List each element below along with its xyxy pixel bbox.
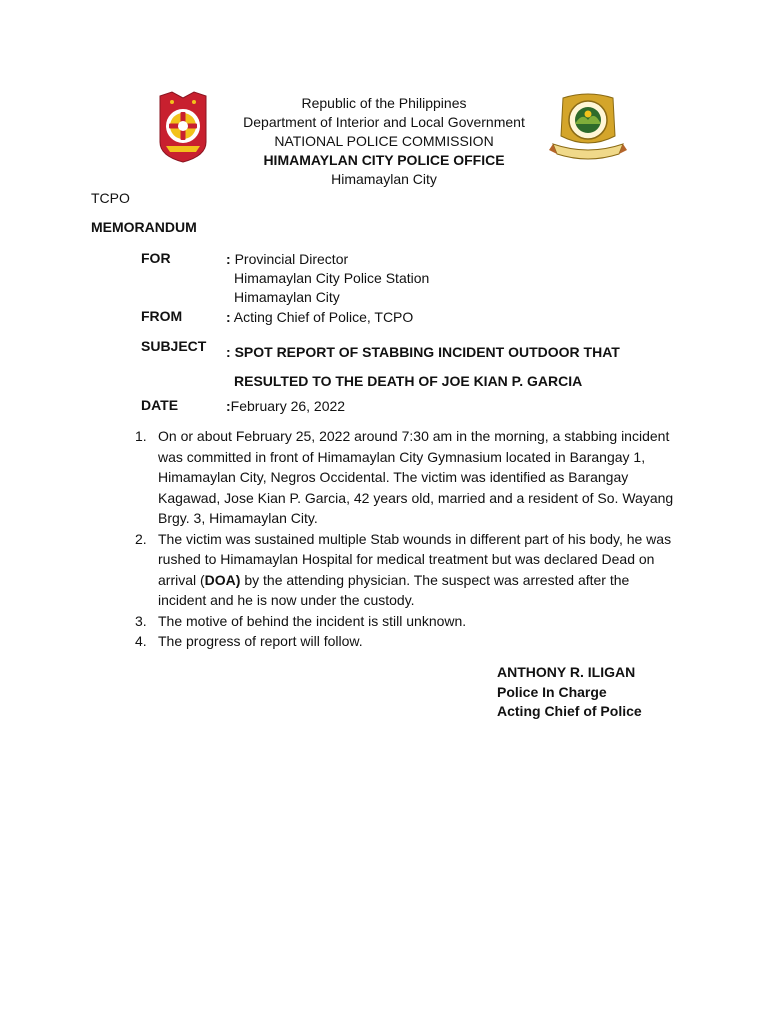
item-text-before: The victim was sustained multiple Stab wounds in different part of his body, he was rushed to Himamaylan Hospital for medical treatment but was declared Dead on arrival (: [158, 530, 672, 588]
letterhead-office: HIMAMAYLAN CITY POLICE OFFICE: [263, 152, 505, 168]
letterhead-city: Himamaylan City: [331, 171, 437, 187]
subject-label: SUBJECT: [141, 338, 207, 354]
subject-colon: :: [226, 344, 231, 360]
letterhead: [200, 94, 568, 189]
for-label: FOR: [141, 250, 171, 266]
item-text-after: by the attending physician. The suspect was arrested after the incident and he is now under the custody.: [158, 571, 630, 608]
from-text: Acting Chief of Police, TCPO: [233, 309, 414, 325]
from-colon: :: [226, 309, 231, 325]
item-number: 1.: [135, 428, 147, 444]
from-label: FROM: [141, 308, 183, 324]
office-code: TCPO: [91, 190, 130, 206]
letterhead-commission: NATIONAL POLICE COMMISSION: [274, 133, 494, 149]
from-value: [226, 308, 413, 327]
date-text: February 26, 2022: [230, 398, 346, 414]
for-line-3: Himamaylan City: [234, 289, 340, 305]
list-item: [135, 426, 675, 529]
date-value: [226, 397, 345, 416]
signatory-title-1: Police In Charge: [497, 683, 607, 700]
date-label: DATE: [141, 397, 179, 413]
signatory-name: ANTHONY R. ILIGAN: [497, 664, 636, 680]
for-line-1: Provincial Director: [234, 251, 349, 267]
item-text: On or about February 25, 2022 around 7:30 am in the morning, a stabbing incident was committed in front of Himamaylan City Gymnasium located in Barangay 1, Himamaylan City, Negros Occidental. The victim was identified as Barangay Kagawad, Jose Kian P. Garcia, 42 years old, married and a resident of So. Wayang Brgy. 3, Himamaylan City.: [158, 428, 674, 526]
subject-line-1: SPOT REPORT OF STABBING INCIDENT OUTDOOR THAT: [234, 344, 620, 360]
list-item: [135, 631, 675, 652]
subject-value: [226, 338, 620, 396]
letterhead-department: Department of Interior and Local Government: [243, 114, 525, 130]
list-item: [135, 611, 675, 632]
item-number: 3.: [135, 612, 147, 629]
date-colon: :: [226, 398, 231, 414]
signature-block: [497, 663, 642, 722]
item-text: The motive of behind the incident is still unknown.: [158, 612, 467, 629]
himamaylan-city-seal-icon: [549, 92, 627, 164]
letterhead-country: Republic of the Philippines: [301, 95, 467, 111]
doa-abbreviation: DOA): [204, 571, 241, 588]
memo-title: MEMORANDUM: [91, 219, 197, 235]
item-text: The progress of report will follow.: [158, 633, 363, 649]
for-value: [226, 250, 429, 307]
subject-line-2: RESULTED TO THE DEATH OF JOE KIAN P. GARCIA: [234, 373, 583, 389]
item-number: 4.: [135, 633, 147, 649]
for-colon: :: [226, 251, 231, 267]
list-item: [135, 529, 675, 611]
for-line-2: Himamaylan City Police Station: [234, 270, 430, 286]
report-items: [135, 426, 675, 652]
item-number: 2.: [135, 530, 147, 547]
signatory-title-2: Acting Chief of Police: [497, 703, 642, 719]
